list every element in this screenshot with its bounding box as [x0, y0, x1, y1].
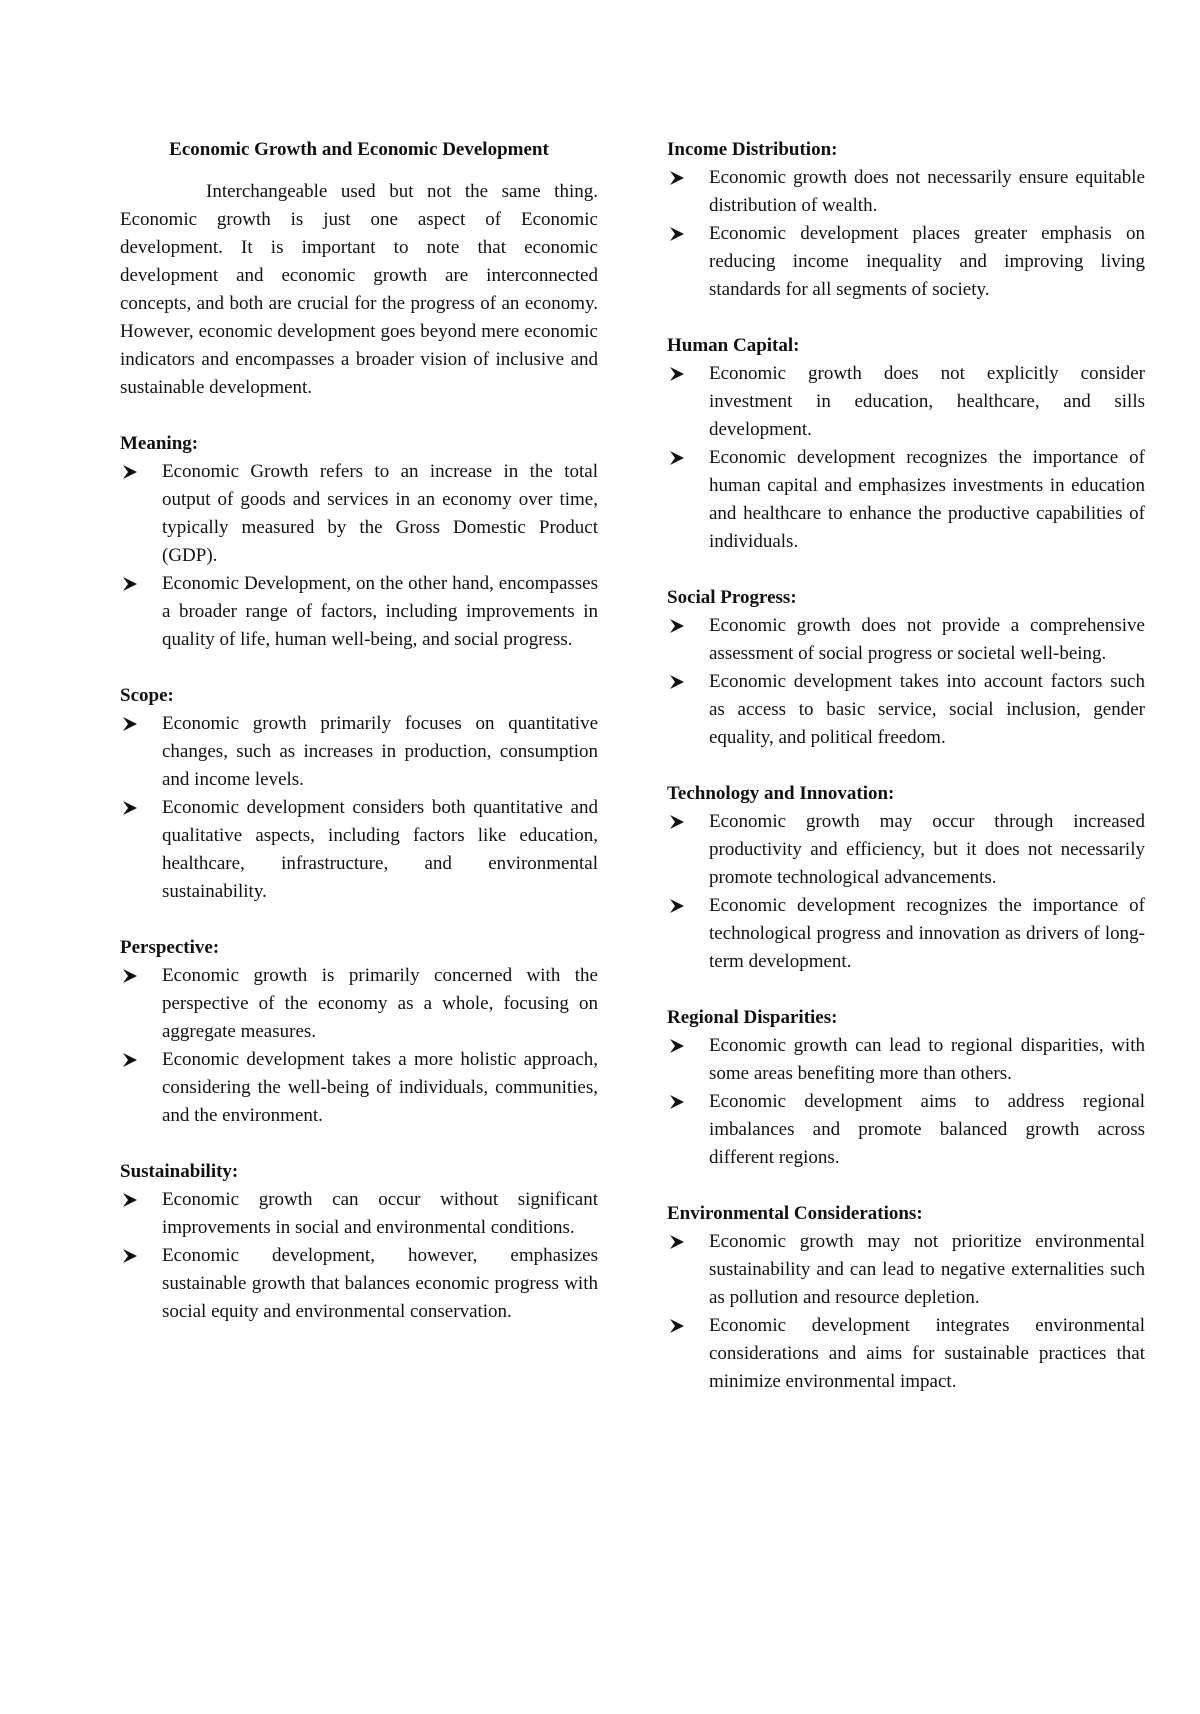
section-heading: Meaning:	[120, 433, 199, 454]
arrow-bullet-icon	[122, 1192, 138, 1208]
bullet-list	[120, 458, 598, 654]
section-scope	[120, 682, 598, 906]
arrow-bullet-icon	[669, 1094, 685, 1110]
bullet-list	[667, 360, 1145, 556]
arrow-bullet-icon	[669, 226, 685, 242]
bullet-text: Economic development takes a more holistic approach, considering the well-being of individuals, communities, and the environment.	[162, 1049, 598, 1126]
bullet-list	[667, 1228, 1145, 1396]
arrow-bullet-icon	[669, 1234, 685, 1250]
bullet-text: Economic Growth refers to an increase in the total output of goods and services in an economy over time, typically measured by the Gross Domestic Product (GDP).	[162, 461, 598, 566]
bullet-list	[667, 612, 1145, 752]
list-item	[667, 1032, 1145, 1088]
section-regional-disparities	[667, 1004, 1145, 1172]
bullet-text: Economic growth can lead to regional disparities, with some areas benefiting more than others.	[709, 1035, 1145, 1084]
bullet-list	[667, 808, 1145, 976]
list-item	[667, 164, 1145, 220]
arrow-bullet-icon	[122, 1248, 138, 1264]
bullet-text: Economic development recognizes the importance of human capital and emphasizes investments in education and healthcare to enhance the productive capabilities of individuals.	[709, 447, 1145, 552]
list-item	[667, 444, 1145, 556]
list-item	[667, 892, 1145, 976]
list-item	[120, 1242, 598, 1326]
left-column	[120, 136, 598, 1354]
bullet-text: Economic development, however, emphasizes sustainable growth that balances economic progress with social equity and environmental conservation.	[162, 1245, 598, 1322]
arrow-bullet-icon	[669, 1038, 685, 1054]
bullet-text: Economic growth can occur without significant improvements in social and environmental conditions.	[162, 1189, 598, 1238]
right-column	[667, 136, 1145, 1424]
arrow-bullet-icon	[669, 170, 685, 186]
section-environmental-considerations	[667, 1200, 1145, 1396]
bullet-text: Economic growth may not prioritize environmental sustainability and can lead to negative externalities such as pollution and resource depletion.	[709, 1231, 1145, 1308]
section-heading: Sustainability:	[120, 1161, 239, 1182]
list-item	[120, 458, 598, 570]
arrow-bullet-icon	[669, 366, 685, 382]
list-item	[667, 1312, 1145, 1396]
section-social-progress	[667, 584, 1145, 752]
arrow-bullet-icon	[669, 450, 685, 466]
arrow-bullet-icon	[669, 814, 685, 830]
bullet-list	[667, 164, 1145, 304]
arrow-bullet-icon	[669, 618, 685, 634]
list-item	[667, 612, 1145, 668]
bullet-text: Economic growth does not explicitly consider investment in education, healthcare, and sills development.	[709, 363, 1145, 440]
list-item	[667, 808, 1145, 892]
list-item	[120, 1186, 598, 1242]
arrow-bullet-icon	[122, 968, 138, 984]
list-item	[667, 360, 1145, 444]
arrow-bullet-icon	[669, 898, 685, 914]
arrow-bullet-icon	[122, 464, 138, 480]
bullet-text: Economic growth may occur through increased productivity and efficiency, but it does not necessarily promote technological advancements.	[709, 811, 1145, 888]
arrow-bullet-icon	[122, 1052, 138, 1068]
bullet-list	[120, 1186, 598, 1326]
section-meaning	[120, 430, 598, 654]
list-item	[120, 794, 598, 906]
section-heading: Technology and Innovation:	[667, 783, 895, 804]
section-heading: Income Distribution:	[667, 139, 838, 160]
bullet-text: Economic development aims to address regional imbalances and promote balanced growth across different regions.	[709, 1091, 1145, 1168]
section-heading: Human Capital:	[667, 335, 800, 356]
bullet-list	[120, 962, 598, 1130]
list-item	[667, 220, 1145, 304]
section-human-capital	[667, 332, 1145, 556]
bullet-text: Economic development takes into account factors such as access to basic service, social inclusion, gender equality, and political freedom.	[709, 671, 1145, 748]
bullet-text: Economic Development, on the other hand, encompasses a broader range of factors, including improvements in quality of life, human well-being, and social progress.	[162, 573, 598, 650]
list-item	[667, 1228, 1145, 1312]
section-income-distribution	[667, 136, 1145, 304]
section-heading: Environmental Considerations:	[667, 1203, 923, 1224]
bullet-text: Economic growth is primarily concerned with the perspective of the economy as a whole, focusing on aggregate measures.	[162, 965, 598, 1042]
document-title: Economic Growth and Economic Development	[169, 139, 549, 160]
arrow-bullet-icon	[122, 716, 138, 732]
list-item	[120, 710, 598, 794]
list-item	[120, 570, 598, 654]
list-item	[120, 962, 598, 1046]
section-heading: Scope:	[120, 685, 174, 706]
arrow-bullet-icon	[669, 1318, 685, 1334]
arrow-bullet-icon	[669, 674, 685, 690]
bullet-text: Economic growth does not necessarily ensure equitable distribution of wealth.	[709, 167, 1145, 216]
arrow-bullet-icon	[122, 800, 138, 816]
bullet-text: Economic development considers both quantitative and qualitative aspects, including factors like education, healthcare, infrastructure, and environmental sustainability.	[162, 797, 598, 902]
section-sustainability	[120, 1158, 598, 1326]
intro-paragraph: Interchangeable used but not the same thing. Economic growth is just one aspect of Economic development. It is important to note that economic development and economic growth are interconnected concepts, and both are crucial for the progress of an economy. However, economic development goes beyond mere economic indicators and encompasses a broader vision of inclusive and sustainable development.	[120, 181, 598, 398]
list-item	[120, 1046, 598, 1130]
bullet-text: Economic development integrates environmental considerations and aims for sustainable practices that minimize environmental impact.	[709, 1315, 1145, 1392]
bullet-text: Economic development recognizes the importance of technological progress and innovation as drivers of long-term development.	[709, 895, 1145, 972]
section-technology-innovation	[667, 780, 1145, 976]
bullet-text: Economic growth does not provide a comprehensive assessment of social progress or societal well-being.	[709, 615, 1145, 664]
section-perspective	[120, 934, 598, 1130]
section-heading: Regional Disparities:	[667, 1007, 838, 1028]
list-item	[667, 1088, 1145, 1172]
section-heading: Perspective:	[120, 937, 220, 958]
bullet-list	[667, 1032, 1145, 1172]
bullet-list	[120, 710, 598, 906]
section-heading: Social Progress:	[667, 587, 797, 608]
bullet-text: Economic development places greater emphasis on reducing income inequality and improving living standards for all segments of society.	[709, 223, 1145, 300]
arrow-bullet-icon	[122, 576, 138, 592]
bullet-text: Economic growth primarily focuses on quantitative changes, such as increases in production, consumption and income levels.	[162, 713, 598, 790]
list-item	[667, 668, 1145, 752]
